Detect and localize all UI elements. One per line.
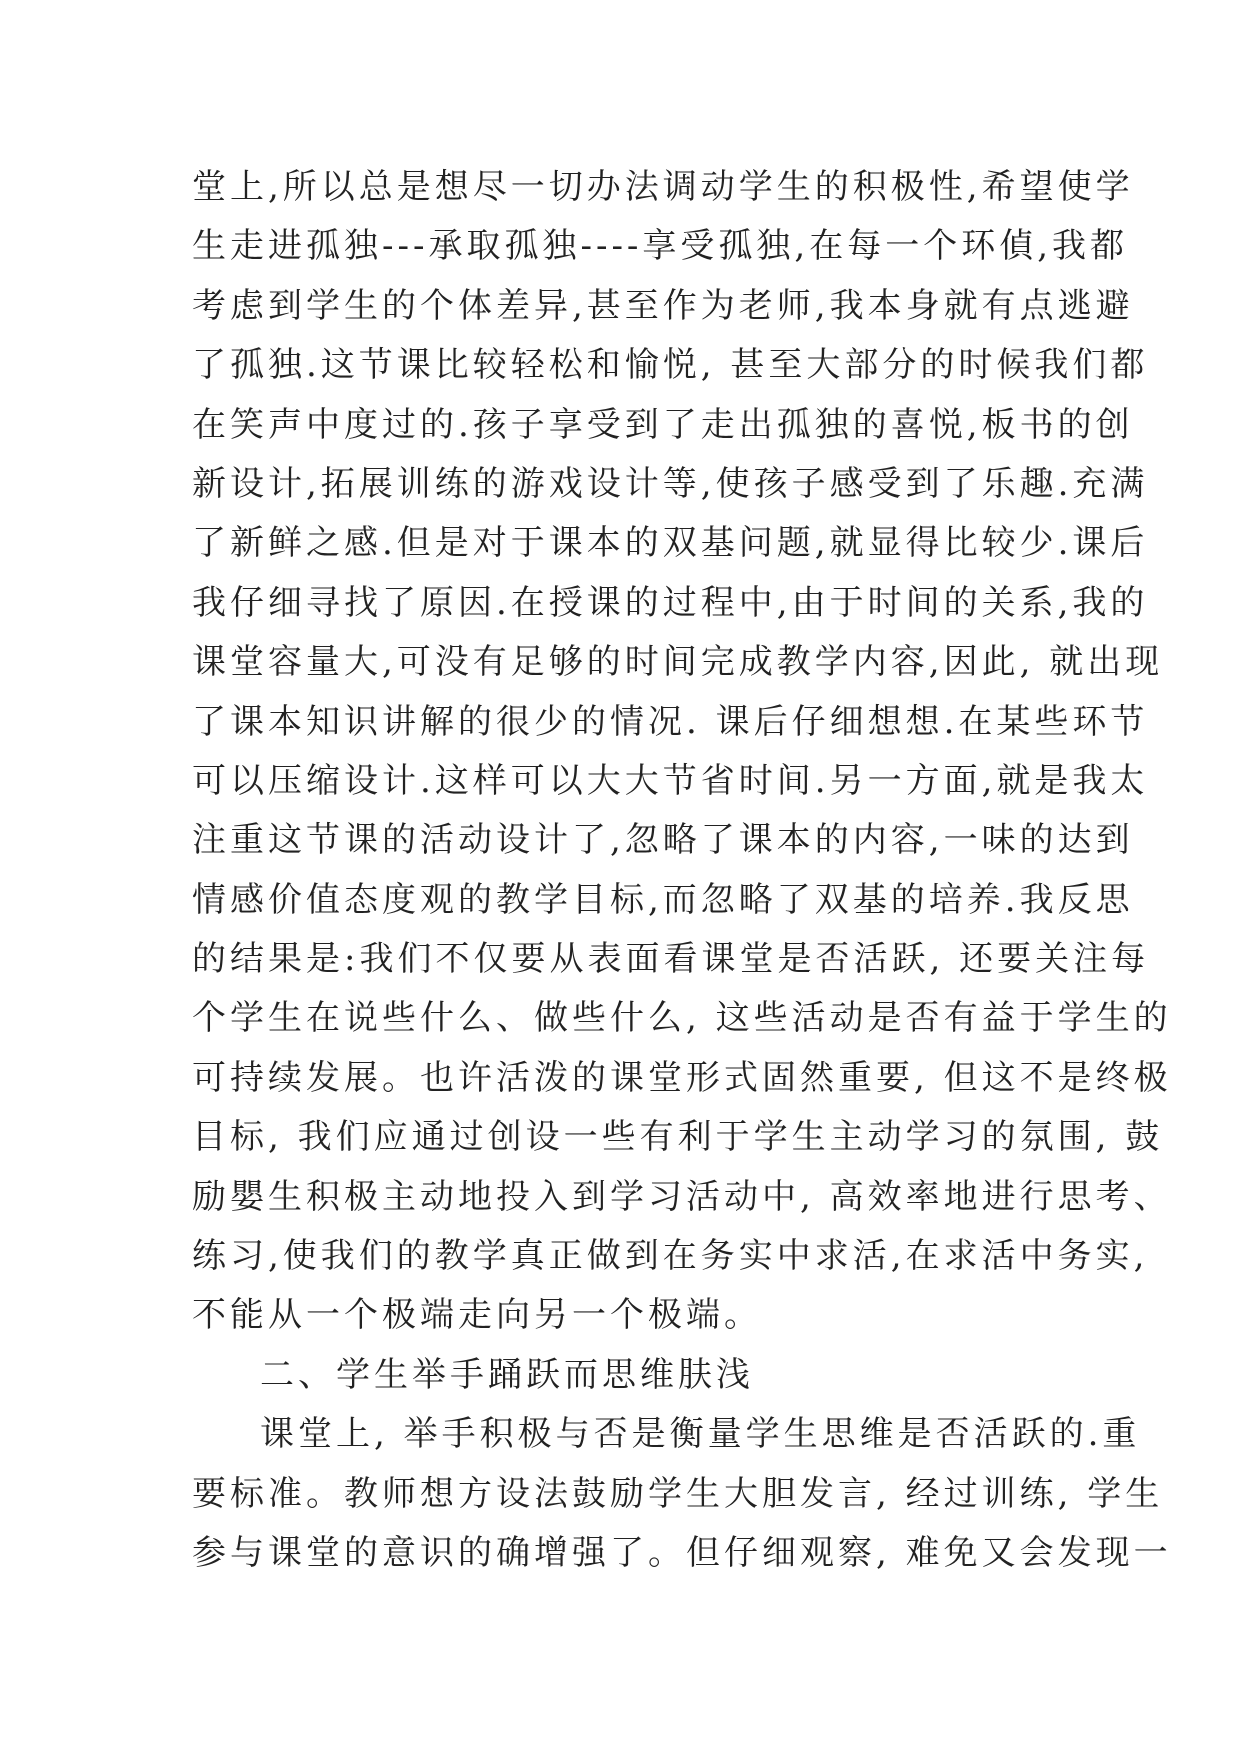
text-line: 可持续发展。也许活泼的课堂形式固然重要, 但这不是终极 <box>192 1057 1172 1098</box>
text-line: 我仔细寻找了原因.在授课的过程中,由于时间的关系,我的 <box>192 582 1149 623</box>
text-line: 在笑声中度过的.孩子享受到了走出孤独的喜悦,板书的创 <box>192 404 1134 445</box>
text-line: 励嬰生积极主动地投入到学习活动中, 高效率地进行思考、 <box>192 1176 1172 1217</box>
text-line: 个学生在说些什么、做些什么, 这些活动是否有益于学生的 <box>192 998 1172 1039</box>
text-line: 新设计,拓展训练的游戏设计等,使孩子感受到了乐趣.充满 <box>192 463 1149 504</box>
text-line: 不能从一个极端走向另一个极端。 <box>192 1295 762 1336</box>
text-line: 课堂容量大,可没有足够的时间完成教学内容,因此, 就出现 <box>192 642 1164 683</box>
text-line: 了课本知识讲解的很少的情况. 课后仔细想想.在某些环节 <box>192 701 1149 742</box>
text-line: 课堂上, 举手积极与否是衡量学生思维是否活跃的.重 <box>260 1414 1141 1455</box>
text-line: 参与课堂的意识的确增强了。但仔细观察, 难免又会发现一 <box>192 1532 1172 1573</box>
text-line: 要标准。教师想方设法鼓励学生大胆发言, 经过训练, 学生 <box>192 1473 1164 1514</box>
text-line: 的结果是:我们不仅要从表面看课堂是否活跃, 还要关注每 <box>192 939 1150 980</box>
body-text <box>192 158 1172 1583</box>
text-line: 练习,使我们的教学真正做到在务实中求活,在求活中务实, <box>192 1236 1149 1277</box>
text-line: 目标, 我们应通过创设一些有利于学生主动学习的氛围, 鼓 <box>192 1117 1164 1158</box>
text-line: 可以压缩设计.这样可以大大节省时间.另一方面,就是我太 <box>192 760 1149 801</box>
text-line: 情感价值态度观的教学目标,而忽略了双基的培养.我反思 <box>192 879 1134 920</box>
text-line: 考虑到学生的个体差异,甚至作为老师,我本身就有点逃避 <box>192 285 1134 326</box>
text-line: 了孤独.这节课比较轻松和愉悦, 甚至大部分的时候我们都 <box>192 345 1149 386</box>
text-line: 堂上,所以总是想尽一切办法调动学生的积极性,希望使学 <box>192 167 1134 207</box>
text-line: 注重这节课的活动设计了,忽略了课本的内容,一味的达到 <box>192 820 1134 861</box>
text-line: 了新鲜之感.但是对于课本的双基问题,就显得比较少.课后 <box>192 523 1149 564</box>
section-heading: 二、学生举手踊跃而思维肤浅 <box>260 1354 754 1395</box>
text-line: 生走进孤独---承取孤独----享受孤独,在每一个环偵,我都 <box>192 226 1129 267</box>
